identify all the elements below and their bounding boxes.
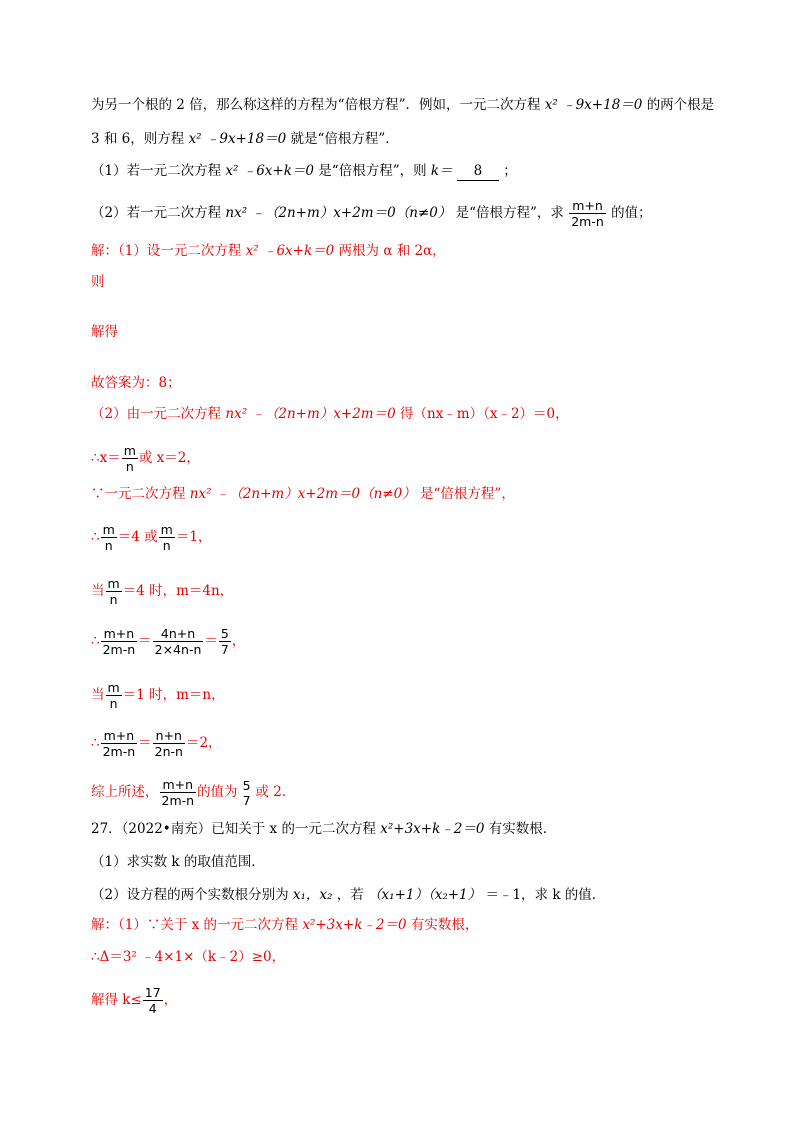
because-line (91, 485, 515, 503)
case-1-result: ∴ $\frac{m+n}{2m-n}$ ＝ $\frac{4n+n}{2\times 4n-n}$ ＝ $\frac{5}{7}$ ， (91, 626, 246, 657)
case-2-text: ＝1 时，m＝n， (122, 687, 225, 703)
fraction-case2-mid (153, 728, 185, 759)
fraction-numerator: m (107, 680, 120, 695)
then-label: 则 (91, 274, 105, 290)
fraction-denominator: n (162, 538, 171, 553)
q2-if: ，若 (336, 887, 364, 903)
q1-k: k＝ (430, 163, 453, 179)
product-expression: （x₁+1）（x₂+1） (368, 887, 482, 903)
x-solutions-line (91, 443, 200, 474)
fraction-mn-over-2mn (101, 626, 138, 657)
ratio-end: ＝1， (175, 529, 212, 545)
case-1-result-end: ， (231, 633, 246, 649)
ratio-line (91, 522, 211, 553)
intro-text: 为另一个根的 2 倍，那么称这样的方程为“倍根方程”．例如，一元二次方程 (91, 97, 541, 113)
fraction-numerator: 4n+n (153, 626, 204, 642)
fraction-numerator: 17 (144, 985, 161, 1000)
conclusion-mid: 的值为 (197, 784, 238, 800)
q1-end: ； (503, 163, 517, 179)
question-2 (91, 198, 652, 229)
fraction-m-over-n-2 (159, 522, 175, 553)
case-2-label: 当 (91, 687, 105, 703)
q1-text: （1）若一元二次方程 (91, 163, 222, 179)
case-2-result-end: ＝2， (185, 735, 222, 751)
fraction-numerator: 5 (242, 777, 251, 793)
question-1 (91, 162, 517, 181)
x-eq-label: ∴x＝ (91, 450, 121, 466)
fraction-numerator: m (160, 522, 173, 537)
therefore-symbol: ∴ (91, 735, 100, 751)
q2-text-mid: 是“倍根方程”，求 (455, 205, 564, 221)
fraction-denominator: 7 (242, 792, 251, 808)
equation-system-2 (91, 320, 130, 340)
case-1-label: 当 (91, 583, 105, 599)
solution-2-text: （2）由一元二次方程 (91, 406, 222, 422)
q2-text: （2）若一元二次方程 (91, 205, 222, 221)
fraction-numerator: 5 (220, 626, 229, 641)
fraction-numerator: m+n (101, 626, 138, 642)
intro-line-2 (91, 130, 399, 148)
fraction-denominator: 2m-n (571, 214, 604, 229)
conclusion-line (91, 777, 295, 808)
fraction-m-over-n (101, 522, 117, 553)
fraction-denominator: n (125, 459, 134, 474)
k-range-line (91, 985, 177, 1016)
fraction-denominator: n (109, 592, 118, 607)
fraction-m-over-n (122, 443, 138, 474)
fraction-denominator: 2n-n (154, 744, 183, 759)
fraction-mn-over-2mn (101, 728, 138, 759)
k-range-text: 解得 k≤ (91, 992, 142, 1008)
solution-equation: x²+3x+k﹣2＝0 (302, 917, 407, 933)
solution-2-line (91, 405, 569, 423)
solution-text: 解：（1）设一元二次方程 (91, 243, 242, 259)
fraction-numerator: m+n (160, 777, 197, 793)
solve-label: 解得 (91, 324, 118, 340)
ratio-mid: ＝4 或 (117, 529, 158, 545)
fraction-mn-over-2mn (160, 777, 197, 808)
fraction-denominator: 2×4n-n (154, 642, 202, 657)
equation-system-1 (91, 270, 117, 290)
solution-2-equation: nx² ﹣（2n+m）x+2m＝0 (225, 406, 396, 422)
problem-27-text: 27．（2022•南充）已知关于 x 的一元二次方程 (91, 821, 376, 837)
answer-line: 故答案为：8； (91, 375, 181, 391)
fraction-mn-over-2mn (569, 198, 606, 229)
discriminant-line: ∴Δ＝3² ﹣4×1×（k﹣2）≥0， (91, 949, 286, 965)
solution-line-1 (91, 242, 446, 260)
fraction-numerator: m (107, 576, 120, 591)
k-range-end: ， (163, 992, 178, 1008)
case-2-result: ∴ $\frac{m+n}{2m-n}$ ＝ $\frac{n+n}{2n-n}$ ＝2， (91, 728, 222, 759)
fraction-numerator: m+n (101, 728, 138, 744)
solution-2-text-end: 得（nx﹣m）（x﹣2）＝0， (400, 406, 569, 422)
x-eq-end: 或 x＝2， (138, 450, 200, 466)
solution-text: 解：（1）∵关于 x 的一元二次方程 (91, 917, 299, 933)
problem-27-text-end: 有实数根． (488, 821, 557, 837)
fraction-denominator: 4 (148, 1001, 157, 1016)
fraction-five-sevenths (241, 778, 253, 808)
problem-27-solution-1 (91, 916, 478, 934)
fraction-numerator: m+n (569, 198, 606, 214)
conclusion-label: 综上所述， (91, 784, 159, 800)
because-equation: nx² ﹣（2n+m）x+2m＝0（n≠0） (189, 486, 416, 502)
problem-27-question-1: （1）求实数 k 的取值范围． (91, 854, 265, 870)
fraction-denominator: 2m-n (102, 642, 136, 657)
fraction-denominator: n (104, 538, 113, 553)
case-1-text: ＝4 时，m＝4n， (122, 583, 234, 599)
case-2-line (91, 680, 225, 711)
roots-label: x₁，x₂ (292, 887, 333, 903)
problem-27-question-2 (91, 886, 605, 904)
q2-end: ＝﹣1，求 k 的值． (485, 887, 606, 903)
therefore-symbol: ∴ (91, 633, 100, 649)
intro-text-2-end: 就是“倍根方程”． (290, 131, 399, 147)
equation-example: x² ﹣9x+18＝0 (544, 97, 643, 113)
because-text-end: 是“倍根方程”， (420, 486, 515, 502)
fraction-m-over-n-case2 (106, 680, 122, 711)
fraction-five-sevenths (219, 626, 231, 657)
conclusion-end: 或 2． (255, 784, 296, 800)
case-1-line (91, 576, 233, 607)
q2-text: （2）设方程的两个实数根分别为 (91, 887, 289, 903)
fraction-denominator: n (109, 696, 118, 711)
solution-text-end: 两根为 α 和 2α， (338, 243, 446, 259)
problem-27-equation: x²+3x+k﹣2＝0 (380, 821, 485, 837)
q1-equation: x² ﹣6x+k＝0 (225, 163, 314, 179)
fraction-denominator: 2m-n (102, 744, 136, 759)
q1-text-mid: 是“倍根方程”，则 (318, 163, 427, 179)
q1-answer-blank: 8 (457, 162, 499, 181)
fraction-denominator: 7 (220, 642, 229, 657)
fraction-17-over-4 (143, 985, 163, 1016)
fraction-case1-mid (153, 626, 204, 657)
fraction-m-over-n-case1 (106, 576, 122, 607)
solution-text-end: 有实数根， (410, 917, 479, 933)
therefore-symbol: ∴ (91, 529, 100, 545)
intro-text-2: 3 和 6，则方程 (91, 131, 185, 147)
fraction-numerator: m (102, 522, 115, 537)
because-text: ∵一元二次方程 (91, 486, 186, 502)
problem-27 (91, 820, 556, 838)
intro-line-1 (91, 96, 714, 114)
q2-equation: nx² ﹣（2n+m）x+2m＝0（n≠0） (225, 205, 452, 221)
fraction-numerator: m (123, 443, 136, 458)
equation-example-2: x² ﹣9x+18＝0 (188, 131, 287, 147)
fraction-denominator: 2m-n (161, 793, 195, 808)
fraction-numerator: n+n (153, 728, 185, 744)
intro-text-end: 的两个根是 (646, 97, 715, 113)
q2-end: 的值； (611, 205, 652, 221)
solution-equation: x² ﹣6x+k＝0 (245, 243, 335, 259)
